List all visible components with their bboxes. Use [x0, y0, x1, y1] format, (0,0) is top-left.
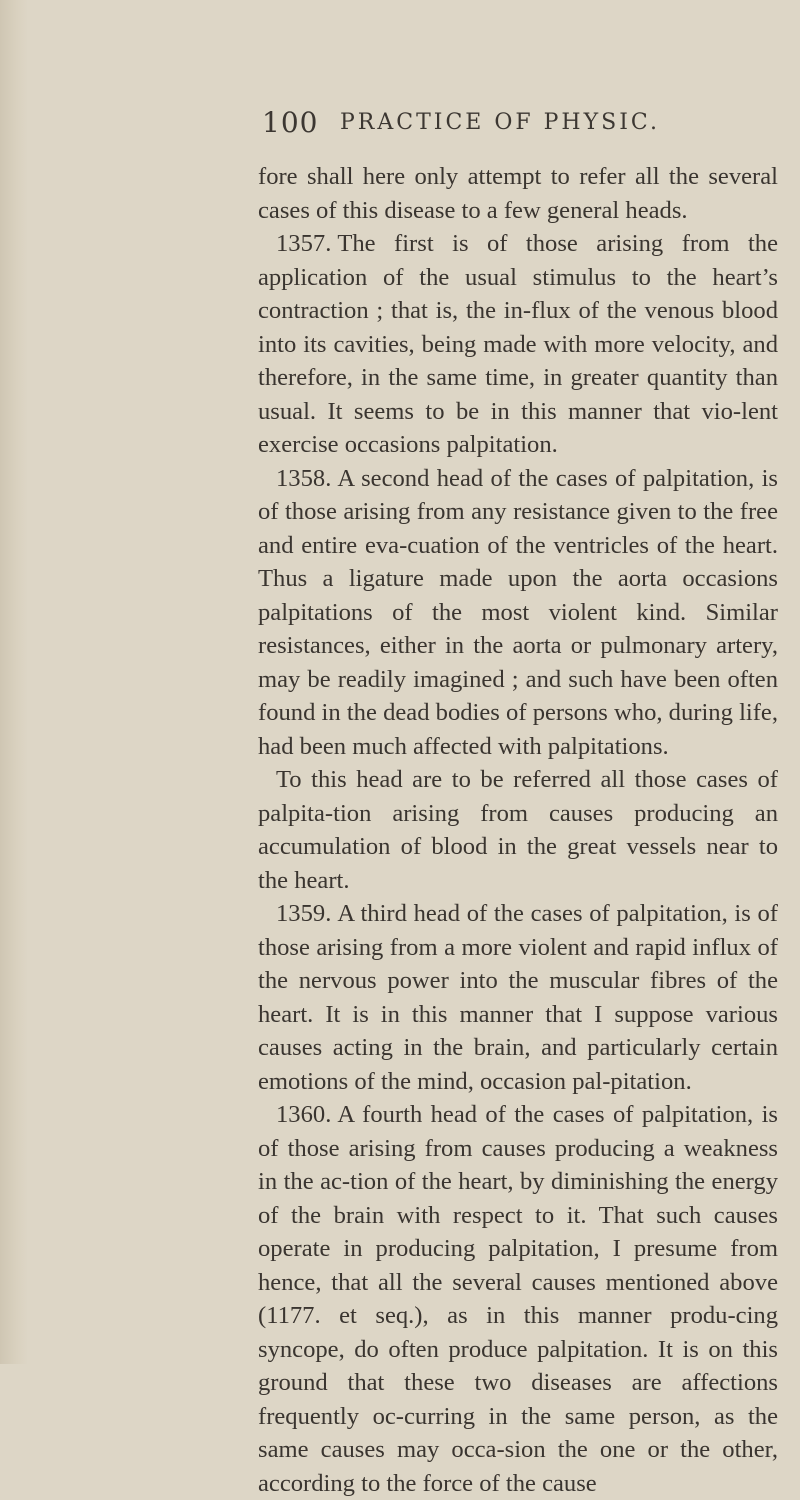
running-title: PRACTICE OF PHYSIC. — [340, 110, 660, 135]
paragraph-1358 — [258, 462, 778, 764]
paragraph-continuation — [258, 160, 778, 227]
paragraph-text: fore shall here only attempt to refer all the several cases of this disease to a few general heads. — [258, 163, 778, 224]
paragraph-text: To this head are to be referred all those cases of palpita-tion arising from causes producing an accumulation of blood in the great vessels near to the heart. — [258, 766, 778, 894]
paragraph-text: A second head of the cases of palpitation, is of those arising from any resistance given to the free and entire eva-cuation of the ventricles of the heart. Thus a ligature made upon the aorta occasions palpitations of the most violent kind. Similar resistances, either in the aorta or pulmonary artery, may be readily imagined ; and such have been often found in the dead bodies of persons who, during life, had been much affected with palpitations. — [258, 464, 778, 760]
paragraph-1360 — [258, 1098, 778, 1500]
paragraph-text: A fourth head of the cases of palpitation, is of those arising from causes producing a weakness in the ac-tion of the heart, by diminishing the energy of the brain with respect to it. That such causes operate in producing palpitation, I presume from hence, that all the several causes mentioned above (1177. et seq.), as in this manner produ-cing syncope, do often produce palpitation. It is on this ground that these two diseases are affections frequently oc-curring in the same person, as the same causes may occa-sion the one or the other, according to the force of the cause — [258, 1101, 778, 1497]
paragraph-number: 1359. — [276, 900, 332, 927]
paragraph-text: The first is of those arising from the application of the usual stimulus to the heart’s contraction ; that is, the in-flux of the venous blood into its cavities, being made with more velocity, and therefore, in the same time, in greater quantity than usual. It seems to be in this manner that vio-lent exercise occasions palpitation. — [258, 230, 778, 458]
paragraph-number: 1360. — [276, 1101, 332, 1128]
page-number: 100 — [262, 106, 319, 139]
paragraph-1358-continued — [258, 763, 778, 897]
paragraph-text: A third head of the cases of palpitation, is of those arising from a more violent and rapid influx of the nervous power into the muscular fibres of the heart. It is in this manner that I suppose various causes acting in the brain, and particularly certain emotions of the mind, occasion pal-pitation. — [258, 900, 778, 1095]
paragraph-1359 — [258, 897, 778, 1098]
running-head — [262, 106, 732, 138]
body-text — [258, 160, 778, 1500]
paragraph-1357 — [258, 227, 778, 462]
paragraph-number: 1357. — [276, 230, 332, 257]
paragraph-number: 1358. — [276, 464, 332, 492]
